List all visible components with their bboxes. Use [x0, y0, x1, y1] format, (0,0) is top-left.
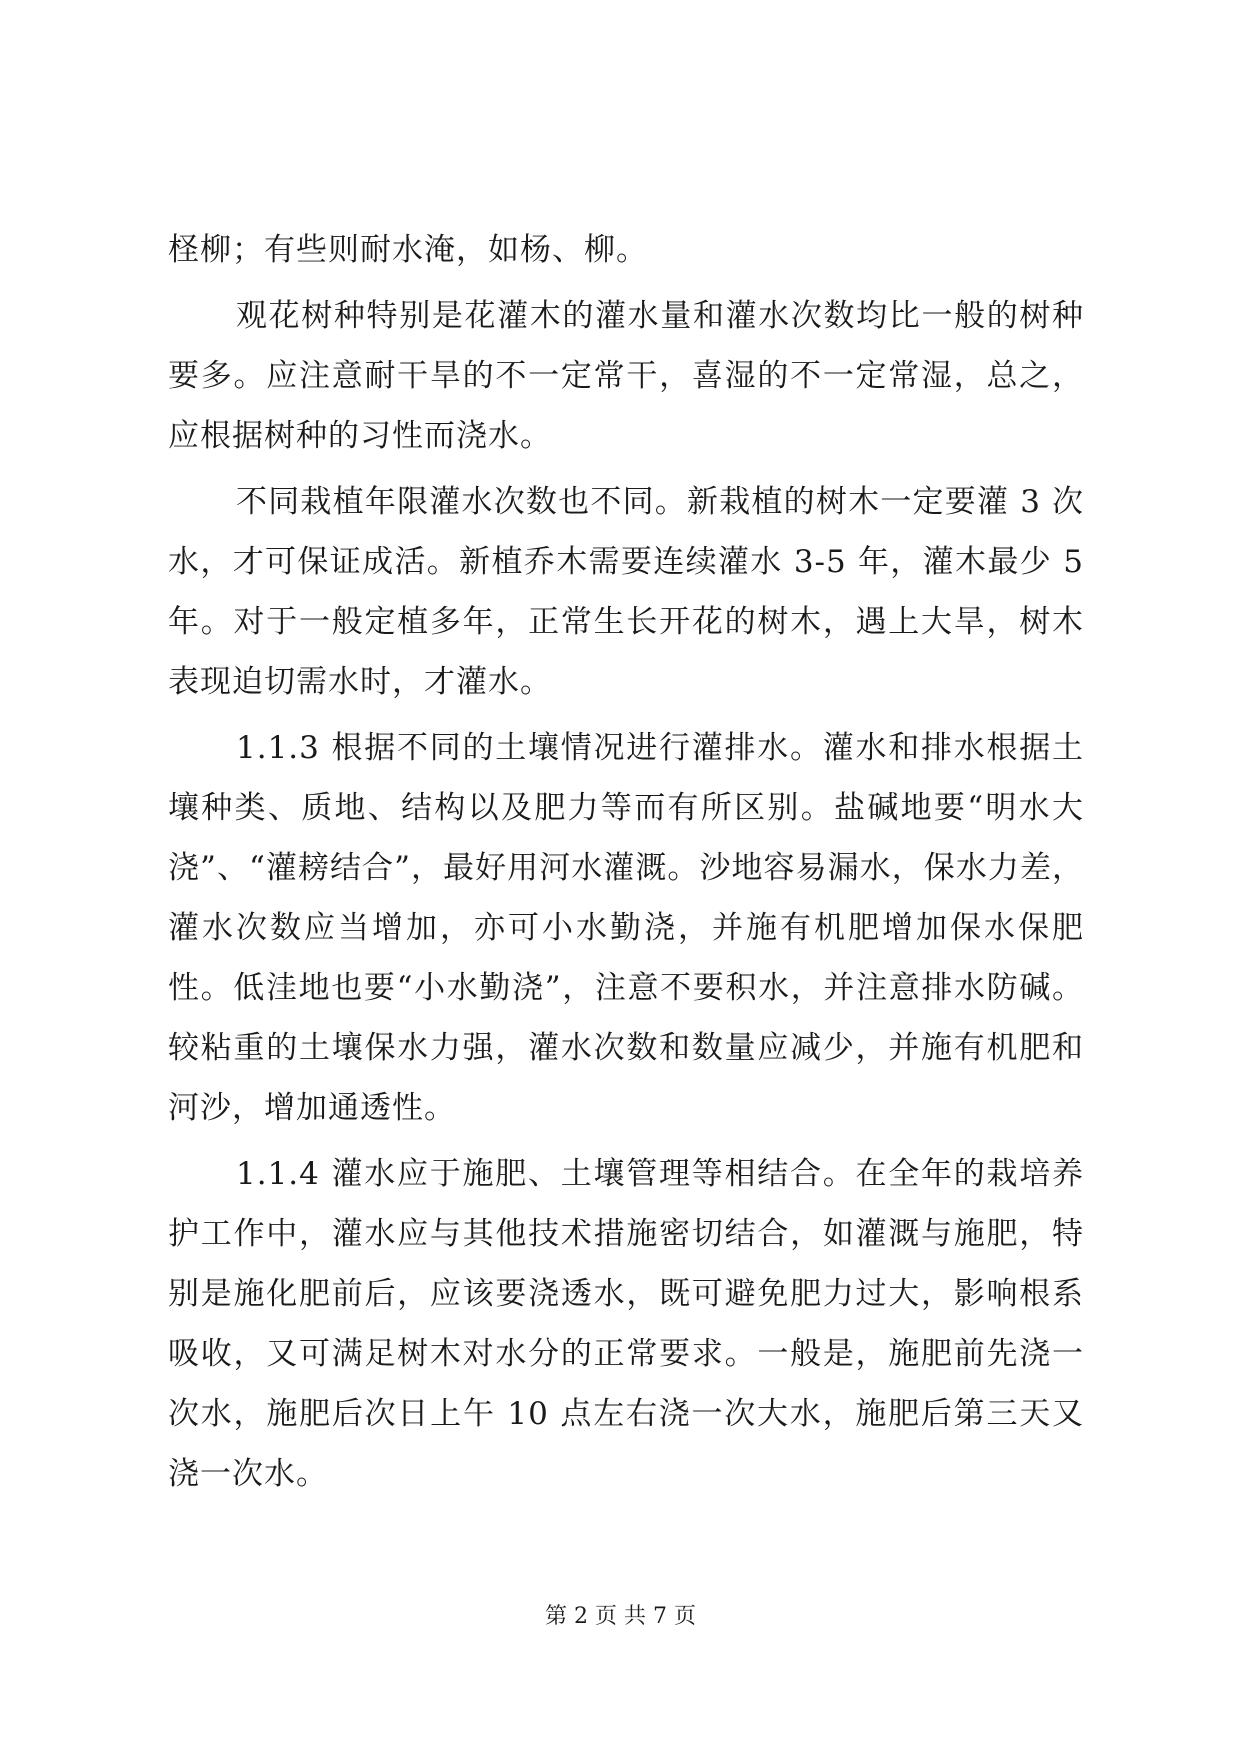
paragraph-section-1-1-3: 1.1.3 根据不同的土壤情况进行灌排水。灌水和排水根据土壤种类、质地、结构以及肥力等而有所区别。盐碱地要“明水大浇”、“灌耪结合”，最好用河水灌溉。沙地容易漏水，保水力差，灌水次数应当增加，亦可小水勤浇，并施有机肥增加保水保肥性。低洼地也要“小水勤浇”，注意不要积水，并注意排水防碱。较粘重的土壤保水力强，灌水次数和数量应减少，并施有机肥和河沙，增加通透性。 — [168, 730, 1084, 1126]
paragraph-planting-years: 不同栽植年限灌水次数也不同。新栽植的树木一定要灌 3 次水，才可保证成活。新植乔木需要连续灌水 3-5 年，灌木最少 5 年。对于一般定植多年，正常生长开花的树木，遇上大旱，树木表现迫切需水时，才灌水。 — [168, 484, 1084, 700]
document-body — [168, 220, 1084, 1510]
page-number-footer: 第 2 页 共 7 页 — [545, 1604, 696, 1629]
paragraph-section-1-1-4: 1.1.4 灌水应于施肥、土壤管理等相结合。在全年的栽培养护工作中，灌水应与其他技术措施密切结合，如灌溉与施肥，特别是施化肥前后，应该要浇透水，既可避免肥力过大，影响根系吸收，又可满足树木对水分的正常要求。一般是，施肥前先浇一次水，施肥后次日上午 10 点左右浇一次大水，施肥后第三天又浇一次水。 — [168, 1156, 1084, 1492]
paragraph-continuation: 柽柳；有些则耐水淹，如杨、柳。 — [168, 232, 648, 268]
paragraph-flowering-shrubs: 观花树种特别是花灌木的灌水量和灌水次数均比一般的树种要多。应注意耐干旱的不一定常干，喜湿的不一定常湿，总之，应根据树种的习性而浇水。 — [168, 298, 1084, 454]
